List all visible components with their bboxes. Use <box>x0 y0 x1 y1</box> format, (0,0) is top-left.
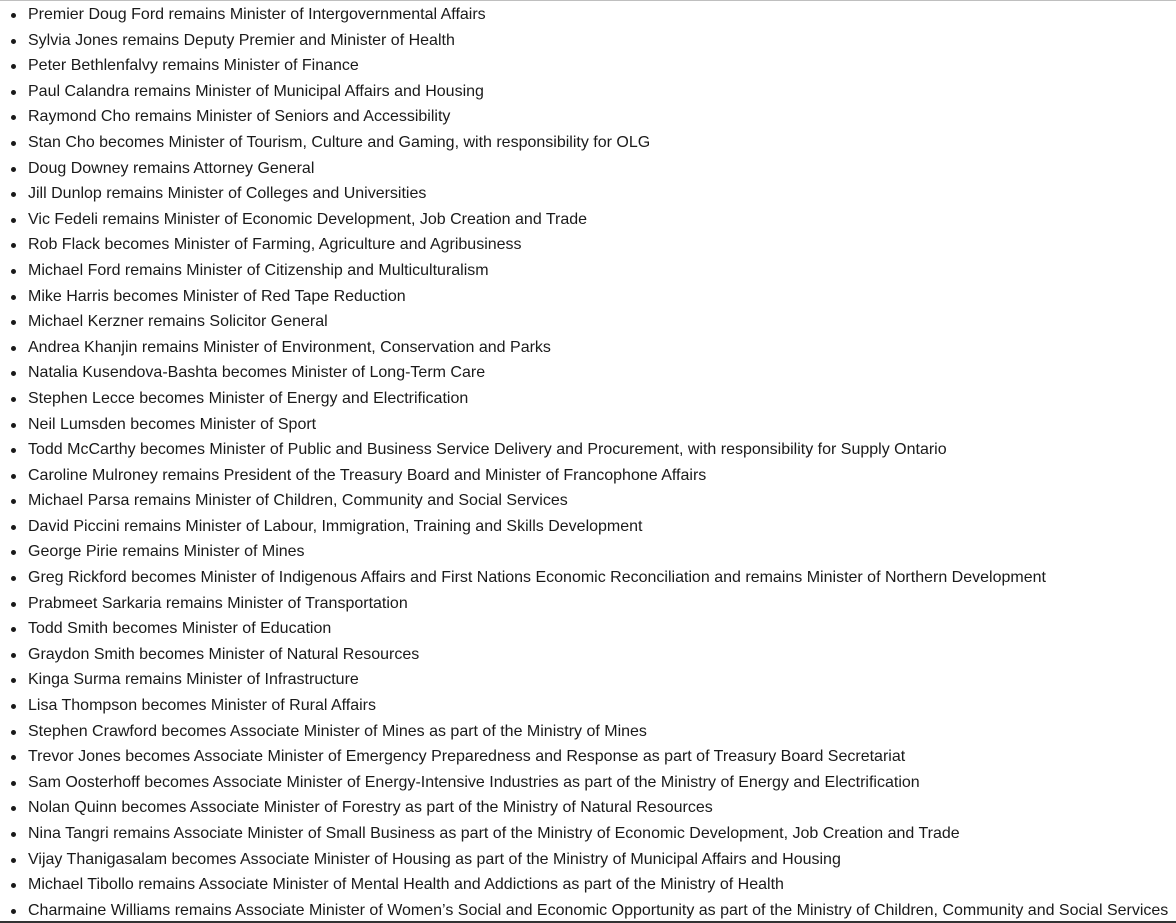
list-item-text: Rob Flack becomes Minister of Farming, Agriculture and Agribusiness <box>28 236 522 254</box>
list-item <box>0 565 1176 591</box>
bullet-icon <box>11 141 16 146</box>
list-item-text: Peter Bethlenfalvy remains Minister of Finance <box>28 57 359 75</box>
bullet-icon <box>11 653 16 658</box>
list-item-text: Greg Rickford becomes Minister of Indigenous Affairs and First Nations Economic Reconciliation and remains Minister of Northern Development <box>28 569 1046 587</box>
list-item-text: Todd Smith becomes Minister of Education <box>28 620 332 638</box>
list-item <box>0 284 1176 310</box>
bullet-icon <box>11 397 16 402</box>
list-item <box>0 616 1176 642</box>
list-item <box>0 2 1176 28</box>
list-item <box>0 514 1176 540</box>
bullet-icon <box>11 243 16 248</box>
list-item-text: George Pirie remains Minister of Mines <box>28 543 305 561</box>
list-item <box>0 232 1176 258</box>
bullet-icon <box>11 192 16 197</box>
list-item-text: Raymond Cho remains Minister of Seniors and Accessibility <box>28 108 451 126</box>
list-item <box>0 437 1176 463</box>
bullet-icon <box>11 448 16 453</box>
list-item <box>0 872 1176 898</box>
list-item <box>0 79 1176 105</box>
bullet-icon <box>11 269 16 274</box>
list-item-text: Natalia Kusendova-Bashta becomes Minister of Long-Term Care <box>28 364 486 382</box>
cabinet-announcement-list <box>0 2 1176 923</box>
list-item-text: Michael Ford remains Minister of Citizenship and Multiculturalism <box>28 261 489 279</box>
list-item-text: Premier Doug Ford remains Minister of Intergovernmental Affairs <box>28 6 486 23</box>
bullet-icon <box>11 832 16 837</box>
list-item-text: Charmaine Williams remains Associate Minister of Women’s Social and Economic Opportunity as part of the Ministry of Children, Community and Social Services <box>28 901 1169 919</box>
bullet-icon <box>11 13 16 18</box>
bullet-icon <box>11 218 16 223</box>
list-item-text: Paul Calandra remains Minister of Municipal Affairs and Housing <box>28 82 484 100</box>
list-item-text: Vic Fedeli remains Minister of Economic Development, Job Creation and Trade <box>28 210 588 228</box>
list-item <box>0 898 1176 923</box>
bullet-icon <box>11 499 16 504</box>
list-item <box>0 207 1176 233</box>
list-item <box>0 309 1176 335</box>
list-item-text: Michael Kerzner remains Solicitor General <box>28 313 328 331</box>
bullet-icon <box>11 550 16 555</box>
list-item-text: Prabmeet Sarkaria remains Minister of Transportation <box>28 594 408 612</box>
list-item <box>0 335 1176 361</box>
list-item-text: Mike Harris becomes Minister of Red Tape Reduction <box>28 287 406 305</box>
list-item-text: Nolan Quinn becomes Associate Minister of Forestry as part of the Ministry of Natural Resources <box>28 799 713 817</box>
bullet-icon <box>11 167 16 172</box>
list-item-text: Michael Tibollo remains Associate Minister of Mental Health and Addictions as part of the Ministry of Health <box>28 876 784 894</box>
list-item-text: Neil Lumsden becomes Minister of Sport <box>28 415 317 433</box>
bullet-icon <box>11 90 16 95</box>
list-item <box>0 642 1176 668</box>
list-item <box>0 28 1176 54</box>
bullet-icon <box>11 346 16 351</box>
bullet-icon <box>11 678 16 683</box>
bullet-icon <box>11 858 16 863</box>
bullet-icon <box>11 423 16 428</box>
list-item-text: Graydon Smith becomes Minister of Natural Resources <box>28 645 420 663</box>
bullet-icon <box>11 730 16 735</box>
list-item <box>0 795 1176 821</box>
bullet-icon <box>11 704 16 709</box>
bullet-icon <box>11 627 16 632</box>
list-item <box>0 130 1176 156</box>
list-item-text: Stan Cho becomes Minister of Tourism, Culture and Gaming, with responsibility for OLG <box>28 133 651 151</box>
list-item-text: Nina Tangri remains Associate Minister of Small Business as part of the Ministry of Economic Development, Job Creation and Trade <box>28 825 960 842</box>
bullet-icon <box>11 115 16 120</box>
bullet-icon <box>11 295 16 300</box>
list-item-text: Doug Downey remains Attorney General <box>28 159 315 177</box>
list-item <box>0 360 1176 386</box>
top-divider <box>0 0 1176 1</box>
list-item-text: Michael Parsa remains Minister of Children, Community and Social Services <box>28 492 568 510</box>
bullet-icon <box>11 474 16 479</box>
list-item-text: Andrea Khanjin remains Minister of Environment, Conservation and Parks <box>28 338 551 356</box>
list-item-text: Stephen Lecce becomes Minister of Energy and Electrification <box>28 389 469 407</box>
list-item <box>0 719 1176 745</box>
list-item <box>0 744 1176 770</box>
list-item <box>0 488 1176 514</box>
list-item-text: Lisa Thompson becomes Minister of Rural Affairs <box>28 697 377 715</box>
bullet-icon <box>11 371 16 376</box>
bullet-icon <box>11 755 16 760</box>
list-item <box>0 821 1176 847</box>
list-item <box>0 591 1176 617</box>
list-item <box>0 539 1176 565</box>
bullet-icon <box>11 806 16 811</box>
list-item-text: Caroline Mulroney remains President of the Treasury Board and Minister of Francophone Affairs <box>28 466 707 484</box>
bullet-icon <box>11 64 16 69</box>
list-item <box>0 847 1176 873</box>
list-item-text: Vijay Thanigasalam becomes Associate Minister of Housing as part of the Ministry of Municipal Affairs and Housing <box>28 850 841 868</box>
list-item <box>0 53 1176 79</box>
list-item <box>0 156 1176 182</box>
list-item <box>0 693 1176 719</box>
list-item <box>0 463 1176 489</box>
list-item-text: Todd McCarthy becomes Minister of Public and Business Service Delivery and Procurement, with responsibility for Supply Ontario <box>28 441 947 459</box>
bullet-icon <box>11 883 16 888</box>
bullet-icon <box>11 320 16 325</box>
bullet-icon <box>11 39 16 44</box>
list-item <box>0 258 1176 284</box>
list-item-text: Stephen Crawford becomes Associate Minister of Mines as part of the Ministry of Mines <box>28 722 647 740</box>
list-item-text: Jill Dunlop remains Minister of Colleges and Universities <box>28 185 427 203</box>
list-item-text: Kinga Surma remains Minister of Infrastructure <box>28 671 359 689</box>
bullet-icon <box>11 576 16 581</box>
list-item <box>0 770 1176 796</box>
bullet-icon <box>11 909 16 914</box>
list-item <box>0 386 1176 412</box>
list-item <box>0 667 1176 693</box>
list-item <box>0 181 1176 207</box>
list-item <box>0 104 1176 130</box>
list-item-text: Trevor Jones becomes Associate Minister of Emergency Preparedness and Response as part of Treasury Board Secretariat <box>28 748 906 766</box>
list-item <box>0 412 1176 438</box>
list-item-text: David Piccini remains Minister of Labour, Immigration, Training and Skills Development <box>28 517 643 535</box>
list-item-text: Sam Oosterhoff becomes Associate Minister of Energy-Intensive Industries as part of the Ministry of Energy and Electrification <box>28 773 920 791</box>
list-item-text: Sylvia Jones remains Deputy Premier and Minister of Health <box>28 31 455 49</box>
bullet-icon <box>11 781 16 786</box>
bullet-icon <box>11 602 16 607</box>
bullet-icon <box>11 525 16 530</box>
